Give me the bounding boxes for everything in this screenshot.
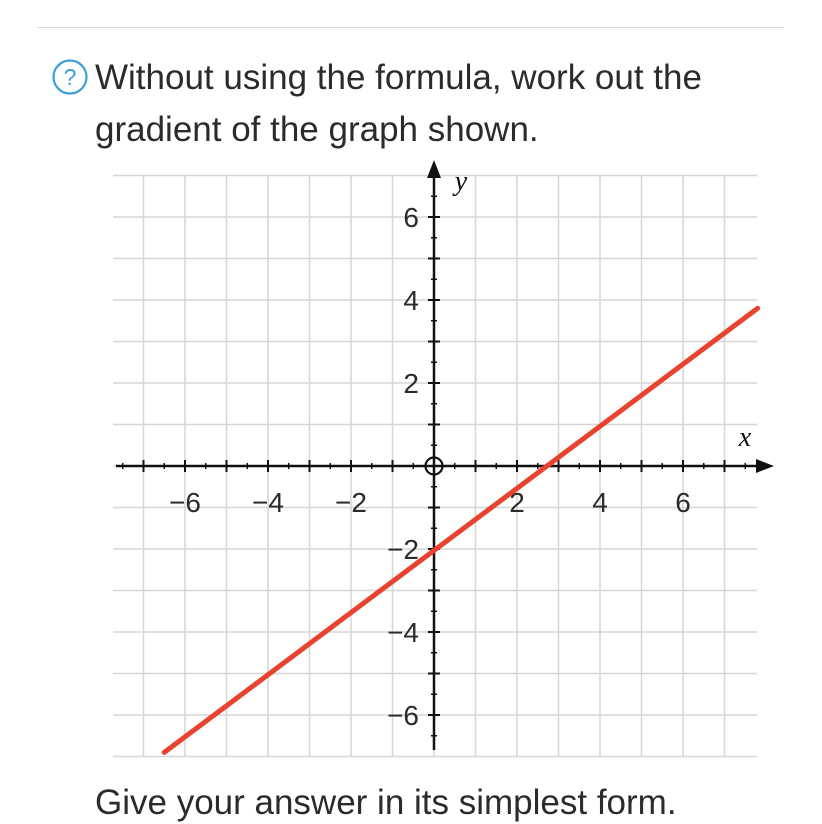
y-tick-label: −4: [387, 617, 419, 648]
x-axis-arrow: [756, 459, 774, 473]
x-tick-label: 6: [675, 487, 691, 518]
answer-instruction: Give your answer in its simplest form.: [95, 783, 677, 822]
x-tick-label: 4: [592, 487, 608, 518]
y-tick-label: 2: [403, 368, 419, 399]
x-tick-label: −4: [252, 487, 284, 518]
y-axis-label: y: [454, 166, 468, 197]
y-tick-label: −6: [387, 700, 419, 731]
x-tick-label: −2: [335, 487, 367, 518]
graph-line: [164, 308, 757, 752]
question-line-2: gradient of the graph shown.: [95, 110, 539, 149]
y-axis-arrow: [427, 160, 441, 178]
x-tick-label: 2: [509, 487, 525, 518]
y-tick-label: 6: [403, 202, 419, 233]
x-tick-label: −6: [169, 487, 201, 518]
question-line-1: Without using the formula, work out the: [95, 58, 702, 97]
svg-text:?: ?: [63, 64, 77, 90]
y-tick-label: 4: [403, 285, 419, 316]
y-tick-label: −2: [387, 534, 419, 565]
x-axis-label: x: [738, 422, 752, 453]
